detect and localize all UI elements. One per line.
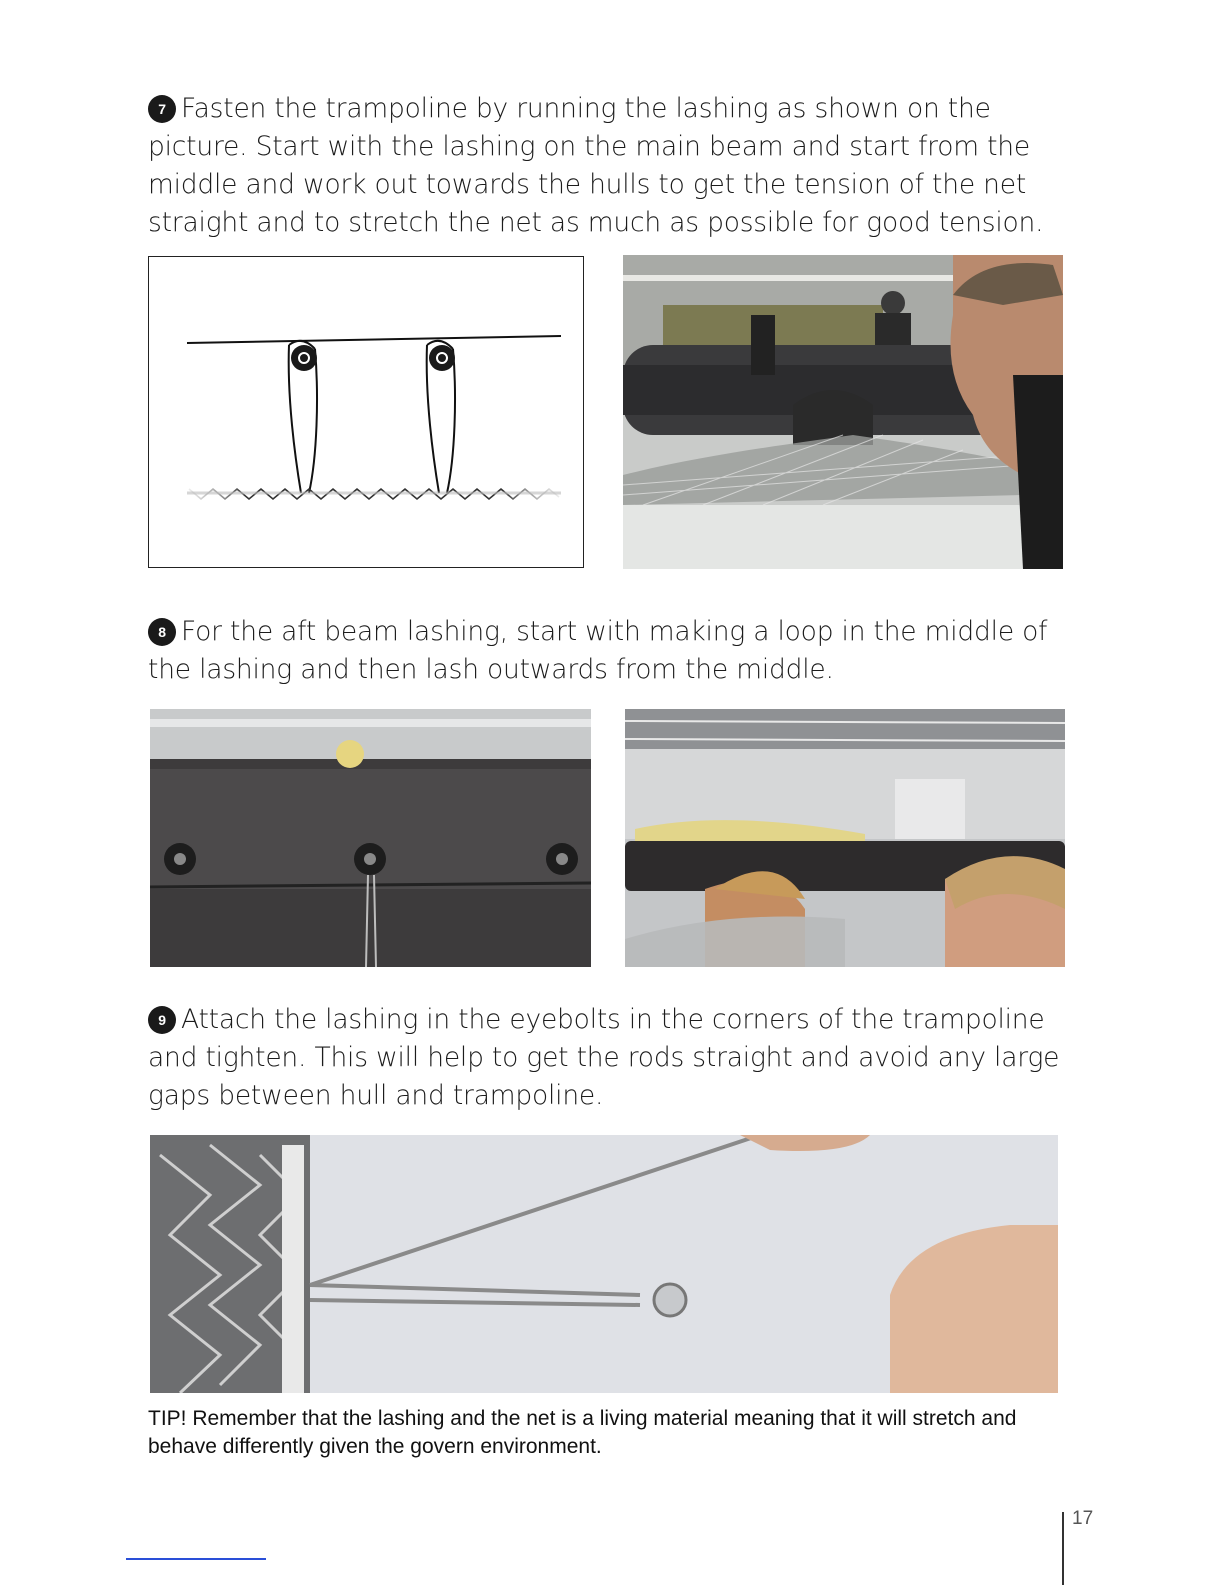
- page-number: 17: [1072, 1508, 1094, 1529]
- step-7-instruction: [148, 90, 1078, 242]
- lashing-diagram-drawing: [149, 257, 585, 569]
- aft-beam-lashing-photo: [625, 709, 1065, 967]
- lashing-diagram: [148, 256, 584, 568]
- page-number-divider: [1062, 1512, 1064, 1585]
- step-9-text: Attach the lashing in the eyebolts in the corners of the trampoline and tighten. This will help to get the rods straight and avoid any large gaps between hull and trampoline.: [148, 1004, 1060, 1111]
- step-8-instruction: [148, 613, 1078, 689]
- aft-beam-closeup-photo: [150, 709, 591, 967]
- step-8-text: For the aft beam lashing, start with making a loop in the middle of the lashing and then lash outwards from the middle.: [148, 616, 1048, 685]
- tip-text: TIP! Remember that the lashing and the net is a living material meaning that it will stretch and behave differently given the govern environment.: [148, 1407, 1017, 1458]
- step-number-badge: 8: [148, 618, 176, 646]
- step-9-instruction: [148, 1001, 1078, 1115]
- step-number-badge: 9: [148, 1006, 176, 1034]
- footer-link-underline: [126, 1558, 266, 1560]
- beam-lashing-photo: [623, 255, 1063, 569]
- eyebolt-corner-photo: [150, 1135, 1058, 1393]
- step-7-text: Fasten the trampoline by running the lashing as shown on the picture. Start with the lashing on the main beam and start from the middle and work out towards the hulls to get the tension of the net straight and to stretch the net as much as possible for good tension.: [148, 93, 1044, 238]
- step-number-badge: 7: [148, 95, 176, 123]
